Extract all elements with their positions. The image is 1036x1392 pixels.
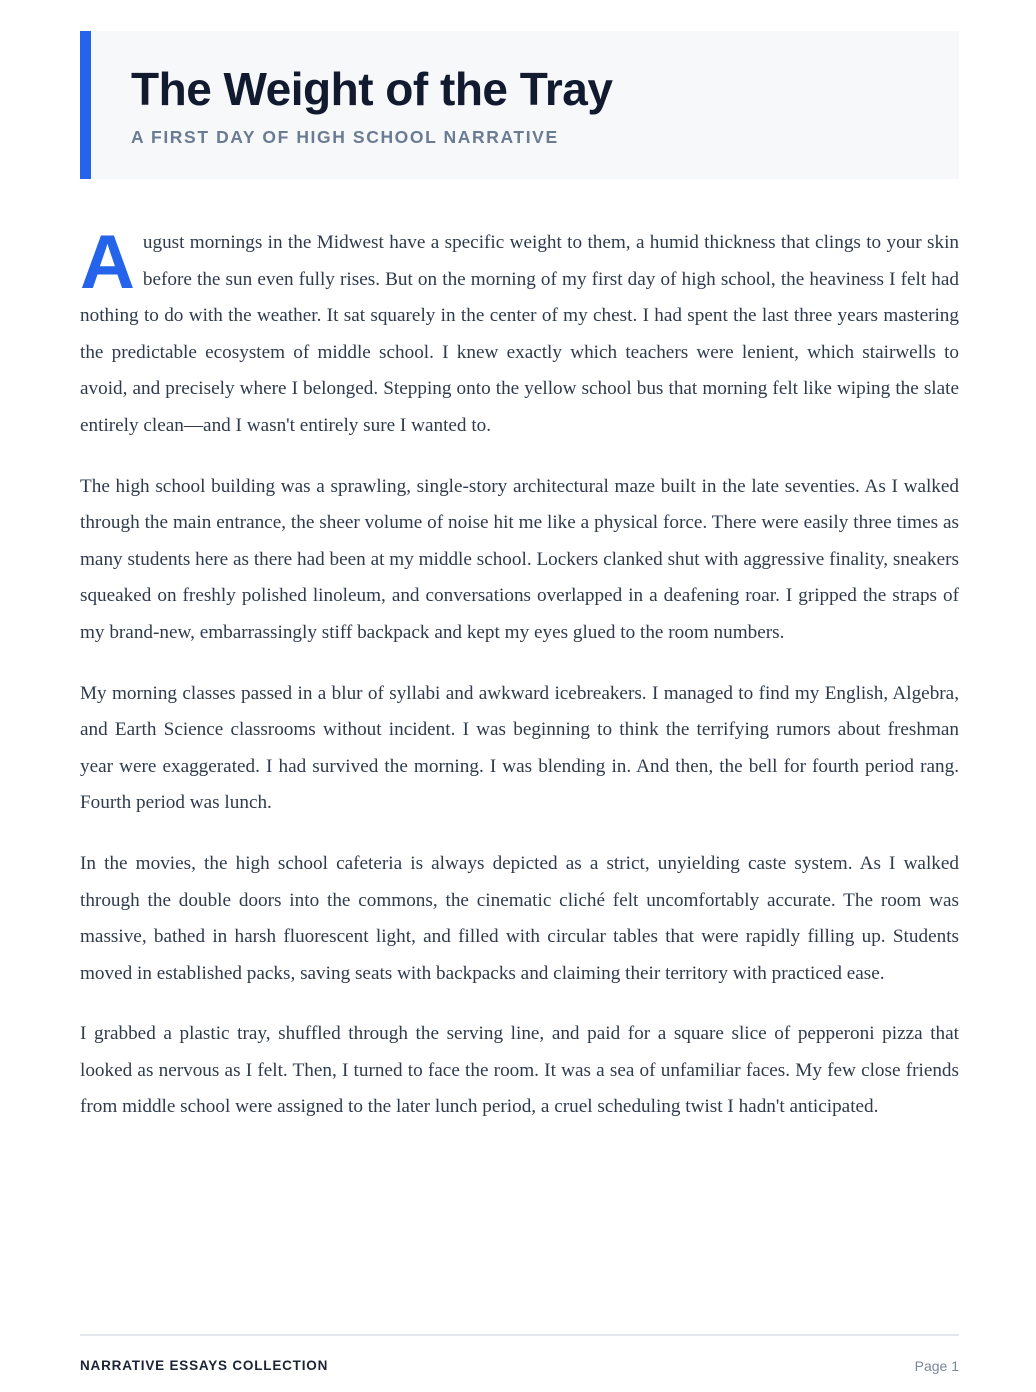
paragraph: In the movies, the high school cafeteria is always depicted as a strict, unyielding caste system. As I walked through the double doors into the commons, the cinematic cliché felt uncomfortably accurate. The room was massive, bathed in harsh fluorescent light, and filled with circular tables that were rapidly filling up. Students moved in established packs, saving seats with backpacks and claiming their territory with practiced ease. [80, 852, 959, 984]
drop-cap: A [80, 220, 135, 305]
paragraph: I grabbed a plastic tray, shuffled through the serving line, and paid for a square slice of pepperoni pizza that looked as nervous as I felt. Then, I turned to face the room. It was a sea of unfamiliar faces. My few close friends from middle school were assigned to the later lunch period, a cruel scheduling twist I hadn't anticipated. [80, 1023, 959, 1118]
page-number: Page 1 [914, 1358, 959, 1374]
page-footer [80, 1334, 959, 1374]
paragraph [80, 220, 959, 445]
paragraph: The high school building was a sprawling, single-story architectural maze built in the late seventies. As I walked through the main entrance, the sheer volume of noise hit me like a physical force. There were easily three times as many students here as there had been at my middle school. Lockers clanked shut with aggressive finality, sneakers squeaked on freshly polished linoleum, and conversations overlapped in a deafening roar. I gripped the straps of my brand-new, embarrassingly stiff backpack and kept my eyes glued to the room numbers. [80, 475, 959, 643]
title-block [80, 31, 959, 179]
paragraph-text: ugust mornings in the Midwest have a specific weight to them, a humid thickness that clings to your skin before the sun even fully rises. But on the morning of my first day of high school, the heaviness I felt had nothing to do with the weather. It sat squarely in the center of my chest. I had spent the last three years mastering the predictable ecosystem of middle school. I knew exactly which teachers were lenient, which stairwells to avoid, and precisely where I belonged. Stepping onto the yellow school bus that morning felt like wiping the slate entirely clean—and I wasn't entirely sure I wanted to. [80, 232, 959, 436]
paragraph: My morning classes passed in a blur of syllabi and awkward icebreakers. I managed to find my English, Algebra, and Earth Science classrooms without incident. I was beginning to think the terrifying rumors about freshman year were exaggerated. I had survived the morning. I was blending in. And then, the bell for fourth period rang. Fourth period was lunch. [80, 682, 959, 814]
essay-body [80, 220, 959, 1126]
accent-bar [80, 31, 91, 179]
page-subtitle: A FIRST DAY OF HIGH SCHOOL NARRATIVE [131, 127, 559, 147]
page-title: The Weight of the Tray [131, 63, 613, 115]
collection-name: NARRATIVE ESSAYS COLLECTION [80, 1358, 329, 1373]
document-page [80, 31, 959, 1150]
